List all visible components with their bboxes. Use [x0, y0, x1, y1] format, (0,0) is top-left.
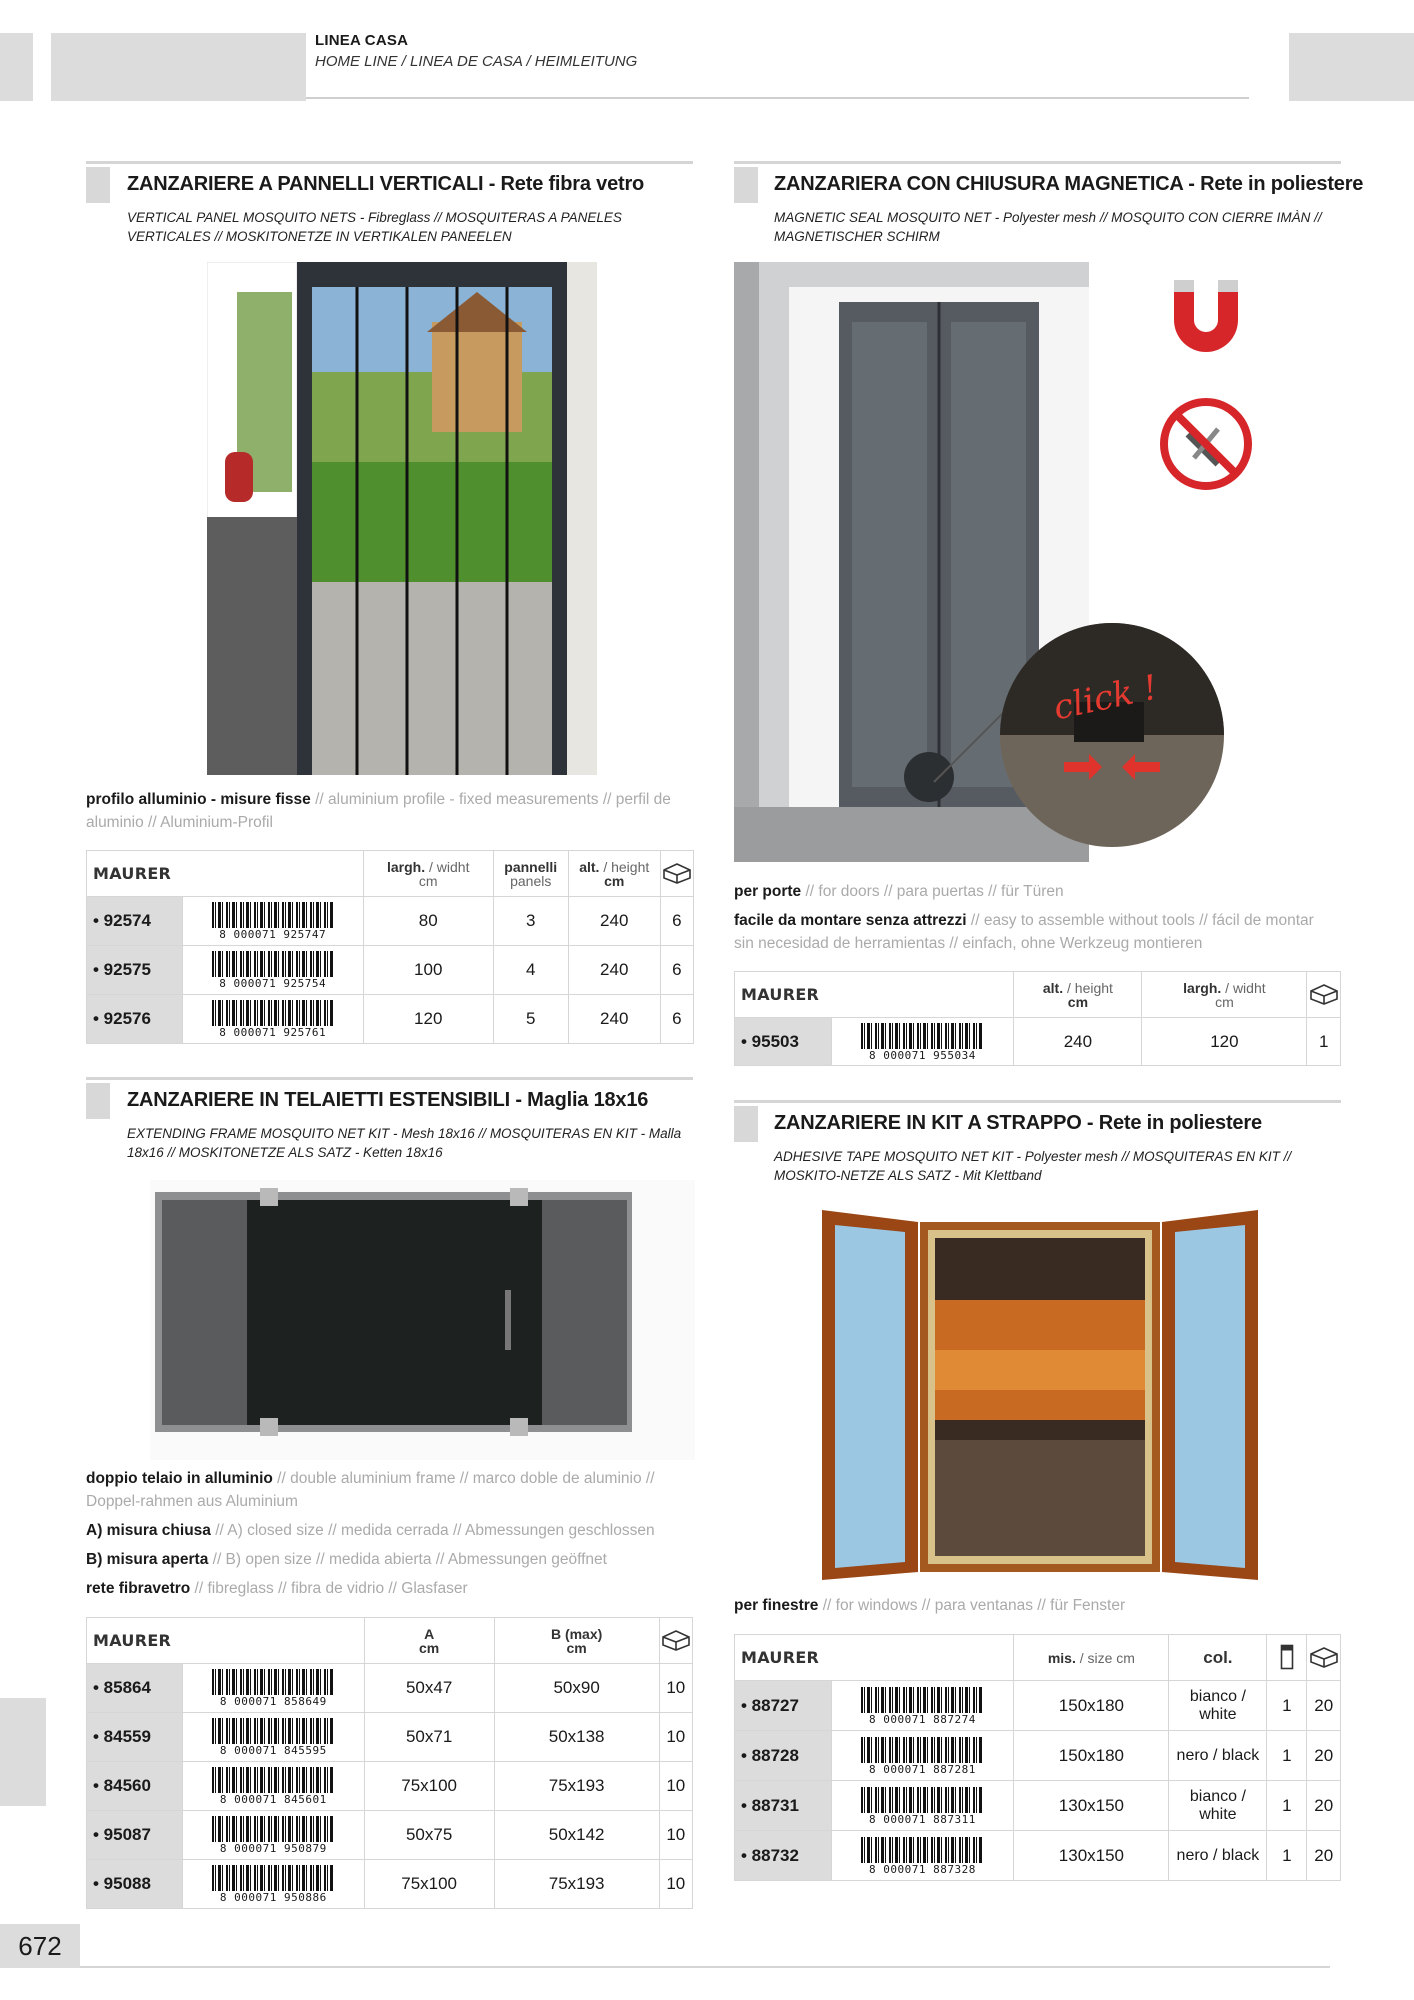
product-photo-vertical-panels — [207, 262, 597, 775]
page-number: 672 — [18, 1930, 62, 1961]
col-pack — [1307, 972, 1341, 1018]
cell-pack: 10 — [659, 1664, 692, 1713]
table-row — [87, 946, 694, 995]
cell-a: 50x75 — [364, 1811, 494, 1860]
table-row — [735, 1018, 1341, 1066]
table-row — [735, 1681, 1341, 1731]
cell-pack: 6 — [660, 897, 693, 946]
ean-number: 8 000071 858649 — [219, 1695, 327, 1708]
box-icon — [661, 1629, 691, 1651]
cell-width: 120 — [1142, 1018, 1307, 1066]
note-vertical-rest: // aluminium profile - fixed measurements // perfil de aluminio // Aluminium-Profil — [86, 791, 671, 831]
col-panels: pannelli panels — [493, 851, 568, 897]
brand-logo: MAURER — [87, 851, 364, 897]
barcode-bars — [212, 1767, 334, 1793]
table-row — [735, 1731, 1341, 1781]
cell-pack: 10 — [659, 1713, 692, 1762]
barcode-icon — [212, 1669, 334, 1707]
table-extensible — [86, 1617, 693, 1909]
ean-number: 8 000071 925761 — [219, 1026, 327, 1039]
cell-pack: 6 — [660, 946, 693, 995]
ean-number: 8 000071 925747 — [219, 928, 327, 941]
barcode-bars — [212, 1669, 334, 1695]
barcode-cell — [182, 1860, 364, 1909]
cell-qty: 1 — [1267, 1781, 1307, 1831]
barcode-cell — [831, 1018, 1014, 1066]
barcode-bars — [861, 1787, 983, 1813]
section-tab-magnetic — [734, 167, 758, 203]
barcode-cell — [182, 1762, 364, 1811]
note-magnetic-doors: per porte // for doors // para puertas // für Türen — [734, 883, 1064, 900]
table-magnetic — [734, 971, 1341, 1066]
cell-height: 240 — [568, 897, 660, 946]
footer-left-tab — [0, 1698, 46, 1806]
ean-number: 8 000071 887328 — [869, 1862, 976, 1876]
barcode-bars — [212, 1718, 334, 1744]
section-rule-tape — [734, 1100, 1341, 1103]
section-rule-extensible — [86, 1077, 693, 1080]
table-tape — [734, 1634, 1341, 1881]
col-a: A cm — [364, 1618, 494, 1664]
product-code: • 92574 — [87, 897, 183, 946]
header-grey-block — [51, 33, 306, 101]
box-icon — [1309, 983, 1339, 1005]
cell-a: 75x100 — [364, 1762, 494, 1811]
cell-width: 80 — [363, 897, 493, 946]
col-b: B (max) cm — [494, 1618, 659, 1664]
ean-number: 8 000071 925754 — [219, 977, 327, 990]
note-magnetic-tools: facile da montare senza attrezzi // easy to assemble without tools // fácil de montar sin necesidad de herramientas // einfach, ohne Werkzeug montieren — [734, 912, 1314, 952]
cell-b: 75x193 — [494, 1762, 659, 1811]
barcode-bars — [861, 1737, 983, 1763]
cell-color: bianco / white — [1169, 1681, 1267, 1731]
product-code: • 95087 — [87, 1811, 183, 1860]
cell-pack: 20 — [1307, 1781, 1341, 1831]
ean-number: 8 000071 950879 — [219, 1842, 327, 1855]
col-width: largh. / widht cm — [363, 851, 493, 897]
cell-b: 50x142 — [494, 1811, 659, 1860]
note-extensible-closed: A) misura chiusa // A) closed size // medida cerrada // Abmessungen geschlossen — [86, 1522, 655, 1539]
col-width: largh. / widht cm — [1142, 972, 1307, 1018]
cell-panels: 3 — [493, 897, 568, 946]
brand-logo: MAURER — [87, 1618, 365, 1664]
cell-b: 50x138 — [494, 1713, 659, 1762]
table-row — [735, 1831, 1341, 1881]
header-subtitle: HOME LINE / LINEA DE CASA / HEIMLEITUNG — [315, 53, 638, 70]
ean-number: 8 000071 887274 — [869, 1712, 976, 1726]
barcode-bars — [861, 1687, 983, 1713]
header-right-tab — [1289, 33, 1414, 101]
cell-size: 150x180 — [1014, 1681, 1169, 1731]
barcode-icon — [212, 951, 334, 989]
table-row — [87, 1713, 693, 1762]
col-pack — [660, 851, 693, 897]
cell-panels: 5 — [493, 995, 568, 1044]
cell-height: 240 — [1014, 1018, 1142, 1066]
barcode-bars — [861, 1837, 983, 1863]
cell-color: nero / black — [1169, 1831, 1267, 1881]
section-title-vertical: ZANZARIERE A PANNELLI VERTICALI - Rete fibra vetro — [127, 173, 645, 195]
section-title-magnetic: ZANZARIERA CON CHIUSURA MAGNETICA - Rete in poliestere — [774, 173, 1364, 195]
ean-number: 8 000071 845595 — [219, 1744, 327, 1757]
cell-pack: 6 — [660, 995, 693, 1044]
product-code: • 95503 — [735, 1018, 832, 1066]
section-rule-vertical — [86, 161, 693, 164]
cell-height: 240 — [568, 946, 660, 995]
barcode-icon — [861, 1023, 983, 1061]
footer-rule — [80, 1966, 1330, 1968]
header-text — [315, 32, 637, 70]
cell-pack: 1 — [1307, 1018, 1341, 1066]
brand-logo: MAURER — [735, 1635, 1014, 1681]
page-number-box — [0, 1924, 80, 1968]
barcode-icon — [212, 902, 334, 940]
barcode-cell — [831, 1681, 1014, 1731]
box-icon — [1309, 1646, 1339, 1668]
cell-size: 150x180 — [1014, 1731, 1169, 1781]
cell-pack: 20 — [1307, 1681, 1341, 1731]
barcode-cell — [831, 1731, 1014, 1781]
barcode-icon — [212, 1816, 334, 1854]
note-tape-windows: per finestre // for windows // para ventanas // für Fenster — [734, 1597, 1126, 1614]
cell-height: 240 — [568, 995, 660, 1044]
barcode-cell — [182, 1664, 364, 1713]
section-desc-vertical: VERTICAL PANEL MOSQUITO NETS - Fibreglass // MOSQUITERAS A PANELES VERTICALES // MOSKITONETZE IN VERTIKALEN PANEELEN — [127, 210, 622, 244]
barcode-bars — [212, 1865, 334, 1891]
product-code: • 84560 — [87, 1762, 183, 1811]
product-code: • 95088 — [87, 1860, 183, 1909]
barcode-icon — [212, 1767, 334, 1805]
note-extensible-mesh: rete fibravetro // fibreglass // fibra de vidrio // Glasfaser — [86, 1580, 468, 1597]
barcode-bars — [212, 1816, 334, 1842]
section-rule-magnetic — [734, 161, 1341, 164]
barcode-bars — [212, 902, 334, 928]
cell-width: 100 — [363, 946, 493, 995]
panel-icon — [1280, 1644, 1294, 1670]
barcode-cell — [182, 897, 363, 946]
ean-number: 8 000071 955034 — [869, 1048, 976, 1062]
ean-number: 8 000071 887311 — [869, 1812, 976, 1826]
cell-b: 75x193 — [494, 1860, 659, 1909]
cell-color: bianco / white — [1169, 1781, 1267, 1831]
barcode-bars — [861, 1023, 983, 1049]
product-code: • 85864 — [87, 1664, 183, 1713]
section-title-extensible: ZANZARIERE IN TELAIETTI ESTENSIBILI - Maglia 18x16 — [127, 1089, 649, 1111]
col-height: alt. / height cm — [568, 851, 660, 897]
cell-panels: 4 — [493, 946, 568, 995]
col-pack — [1307, 1635, 1341, 1681]
cell-a: 50x47 — [364, 1664, 494, 1713]
note-extensible-frame: doppio telaio in alluminio // double aluminium frame // marco doble de aluminio // Doppel-rahmen aus Aluminium — [86, 1470, 655, 1510]
barcode-cell — [182, 946, 363, 995]
section-tab-tape — [734, 1106, 758, 1142]
cell-qty: 1 — [1267, 1831, 1307, 1881]
cell-a: 50x71 — [364, 1713, 494, 1762]
table-row — [87, 995, 694, 1044]
barcode-icon — [861, 1737, 983, 1775]
table-row — [735, 1781, 1341, 1831]
cell-size: 130x150 — [1014, 1781, 1169, 1831]
product-code: • 88727 — [735, 1681, 832, 1731]
brand-logo: MAURER — [735, 972, 1014, 1018]
barcode-cell — [182, 995, 363, 1044]
ean-number: 8 000071 845601 — [219, 1793, 327, 1806]
table-row — [87, 1762, 693, 1811]
table-row — [87, 1664, 693, 1713]
ean-number: 8 000071 887281 — [869, 1762, 976, 1776]
click-label: click ! — [1050, 667, 1161, 729]
table-row — [87, 1811, 693, 1860]
table-row — [87, 897, 694, 946]
barcode-cell — [831, 1831, 1014, 1881]
cell-qty: 1 — [1267, 1681, 1307, 1731]
product-code: • 88728 — [735, 1731, 832, 1781]
product-code: • 92575 — [87, 946, 183, 995]
col-pack — [659, 1618, 692, 1664]
section-desc-tape: ADHESIVE TAPE MOSQUITO NET KIT - Polyester mesh // MOSQUITERAS EN KIT // MOSKITO-NETZE ALS SATZ - Mit Klettband — [774, 1149, 1292, 1183]
col-qty — [1267, 1635, 1307, 1681]
section-title-tape: ZANZARIERE IN KIT A STRAPPO - Rete in poliestere — [774, 1112, 1262, 1134]
cell-pack: 10 — [659, 1811, 692, 1860]
cell-pack: 10 — [659, 1762, 692, 1811]
note-vertical — [86, 788, 698, 834]
product-code: • 88732 — [735, 1831, 832, 1881]
cell-pack: 20 — [1307, 1731, 1341, 1781]
barcode-bars — [212, 1000, 334, 1026]
barcode-cell — [182, 1811, 364, 1860]
barcode-bars — [212, 951, 334, 977]
product-code: • 88731 — [735, 1781, 832, 1831]
col-color: col. — [1169, 1635, 1267, 1681]
note-extensible-open: B) misura aperta // B) open size // medida abierta // Abmessungen geöffnet — [86, 1551, 607, 1568]
cell-color: nero / black — [1169, 1731, 1267, 1781]
barcode-icon — [212, 1865, 334, 1903]
section-desc-magnetic: MAGNETIC SEAL MOSQUITO NET - Polyester mesh // MOSQUITO CON CIERRE IMÀN // MAGNETISCHER SCHIRM — [774, 210, 1322, 244]
table-vertical — [86, 850, 694, 1044]
no-tools-icon — [1164, 402, 1248, 486]
col-height: alt. / height cm — [1014, 972, 1142, 1018]
product-photo-magnetic — [734, 262, 1289, 862]
header-title: LINEA CASA — [315, 32, 409, 49]
product-code: • 84559 — [87, 1713, 183, 1762]
cell-pack: 20 — [1307, 1831, 1341, 1881]
product-code: • 92576 — [87, 995, 183, 1044]
ean-number: 8 000071 950886 — [219, 1891, 327, 1904]
note-vertical-bold: profilo alluminio - misure fisse — [86, 791, 311, 808]
section-tab-extensible — [86, 1083, 110, 1119]
cell-b: 50x90 — [494, 1664, 659, 1713]
cell-a: 75x100 — [364, 1860, 494, 1909]
section-tab-vertical — [86, 167, 110, 203]
barcode-icon — [212, 1718, 334, 1756]
table-row — [87, 1860, 693, 1909]
barcode-icon — [861, 1687, 983, 1725]
cell-size: 130x150 — [1014, 1831, 1169, 1881]
barcode-icon — [212, 1000, 334, 1038]
col-size: mis. / size cm — [1014, 1635, 1169, 1681]
barcode-cell — [831, 1781, 1014, 1831]
cell-pack: 10 — [659, 1860, 692, 1909]
header-rule — [306, 97, 1249, 99]
cell-width: 120 — [363, 995, 493, 1044]
product-photo-extensible — [150, 1180, 695, 1460]
barcode-icon — [861, 1787, 983, 1825]
cell-qty: 1 — [1267, 1731, 1307, 1781]
barcode-cell — [182, 1713, 364, 1762]
header-left-tab — [0, 33, 33, 101]
product-photo-tape — [810, 1200, 1270, 1585]
section-desc-extensible: EXTENDING FRAME MOSQUITO NET KIT - Mesh 18x16 // MOSQUITERAS EN KIT - Malla 18x16 // MOSKITONETZE ALS SATZ - Ketten 18x16 — [127, 1126, 682, 1160]
box-icon — [662, 862, 692, 884]
barcode-icon — [861, 1837, 983, 1875]
